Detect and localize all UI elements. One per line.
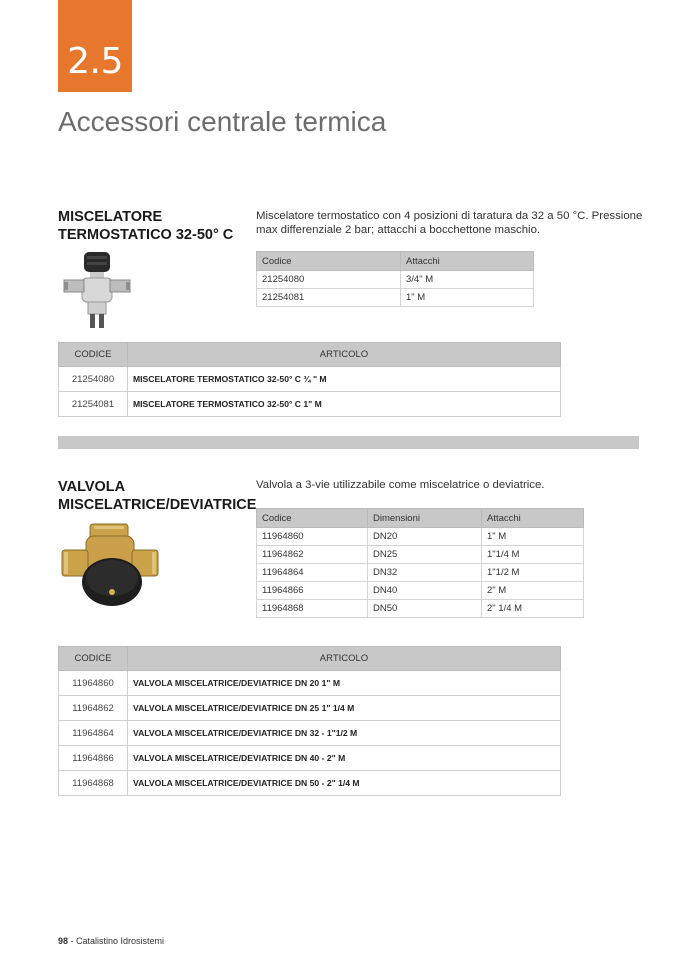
cell: MISCELATORE TERMOSTATICO 32-50° C 1" M (128, 392, 561, 417)
product2-title (58, 478, 256, 514)
cell: VALVOLA MISCELATRICE/DEVIATRICE DN 20 1" M (128, 671, 561, 696)
table-header-row (59, 343, 561, 367)
cell: 11964860 (257, 528, 368, 546)
table-row (257, 271, 534, 289)
product2-title-line1: VALVOLA (58, 479, 126, 495)
table-row (59, 771, 561, 796)
table-row (59, 721, 561, 746)
thermostatic-mixer-image (62, 250, 134, 330)
section-badge (58, 0, 132, 92)
product1-description: Miscelatore termostatico con 4 posizioni di taratura da 32 a 50 °C. Pressione max differenziale 2 bar; attacchi a bocchettone maschio. (256, 210, 643, 236)
section-number: 2.5 (67, 41, 123, 82)
cell: 11964868 (257, 600, 368, 618)
cell: VALVOLA MISCELATRICE/DEVIATRICE DN 40 - 2" M (128, 746, 561, 771)
table-row (59, 392, 561, 417)
cell: 2" M (482, 582, 584, 600)
product1-title-line1: MISCELATORE (58, 209, 163, 225)
cell: MISCELATORE TERMOSTATICO 32-50° C ¾ " M (128, 367, 561, 392)
product2-article-table (58, 646, 561, 796)
cell: DN40 (368, 582, 482, 600)
cell: DN20 (368, 528, 482, 546)
page-number: 98 (58, 936, 69, 946)
product2-spec-table (256, 508, 584, 618)
cell: 11964862 (59, 696, 128, 721)
table-header-row (257, 509, 584, 528)
cell: 3/4" M (401, 271, 534, 289)
cell: 1" M (482, 528, 584, 546)
cell: 21254080 (257, 271, 401, 289)
table-header-row (59, 647, 561, 671)
cell: 11964868 (59, 771, 128, 796)
cell: 11964860 (59, 671, 128, 696)
product1-title-line2: TERMOSTATICO 32-50° C (58, 227, 234, 243)
table-row (257, 600, 584, 618)
footer-text: Catalistino Idrosistemi (76, 936, 165, 946)
section-divider (58, 436, 639, 449)
footer-separator: - (68, 936, 77, 946)
product1-title (58, 208, 233, 244)
cell: VALVOLA MISCELATRICE/DEVIATRICE DN 50 - 2" 1/4 M (128, 771, 561, 796)
table-header-row (257, 252, 534, 271)
cell: 1"1/4 M (482, 546, 584, 564)
col-articolo: ARTICOLO (128, 343, 561, 367)
table-row (257, 564, 584, 582)
product1-spec-table (256, 251, 534, 307)
cell: VALVOLA MISCELATRICE/DEVIATRICE DN 25 1" 1/4 M (128, 696, 561, 721)
col-attacchi: Attacchi (401, 252, 534, 271)
page-footer (58, 936, 164, 946)
col-codice: CODICE (59, 343, 128, 367)
table-row (257, 582, 584, 600)
product2-description: Valvola a 3-vie utilizzabile come miscelatrice o deviatrice. (256, 479, 545, 491)
cell: VALVOLA MISCELATRICE/DEVIATRICE DN 32 - 1"1/2 M (128, 721, 561, 746)
cell: 2" 1/4 M (482, 600, 584, 618)
product2-title-line2: MISCELATRICE/DEVIATRICE (58, 497, 257, 513)
col-attacchi: Attacchi (482, 509, 584, 528)
product1-article-table (58, 342, 561, 417)
col-dimensioni: Dimensioni (368, 509, 482, 528)
table-row (257, 289, 534, 307)
cell: 11964864 (257, 564, 368, 582)
cell: 11964866 (257, 582, 368, 600)
cell: 1" M (401, 289, 534, 307)
table-row (59, 671, 561, 696)
cell: 21254080 (59, 367, 128, 392)
cell: DN50 (368, 600, 482, 618)
cell: 21254081 (257, 289, 401, 307)
three-way-valve-image (60, 522, 160, 608)
col-codice: Codice (257, 509, 368, 528)
cell: 11964862 (257, 546, 368, 564)
cell: 1"1/2 M (482, 564, 584, 582)
table-row (257, 546, 584, 564)
table-row (59, 746, 561, 771)
col-codice: CODICE (59, 647, 128, 671)
table-row (59, 367, 561, 392)
cell: DN32 (368, 564, 482, 582)
cell: 11964864 (59, 721, 128, 746)
table-row (59, 696, 561, 721)
cell: DN25 (368, 546, 482, 564)
col-codice: Codice (257, 252, 401, 271)
table-row (257, 528, 584, 546)
cell: 11964866 (59, 746, 128, 771)
cell: 21254081 (59, 392, 128, 417)
col-articolo: ARTICOLO (128, 647, 561, 671)
page-title: Accessori centrale termica (58, 106, 387, 137)
